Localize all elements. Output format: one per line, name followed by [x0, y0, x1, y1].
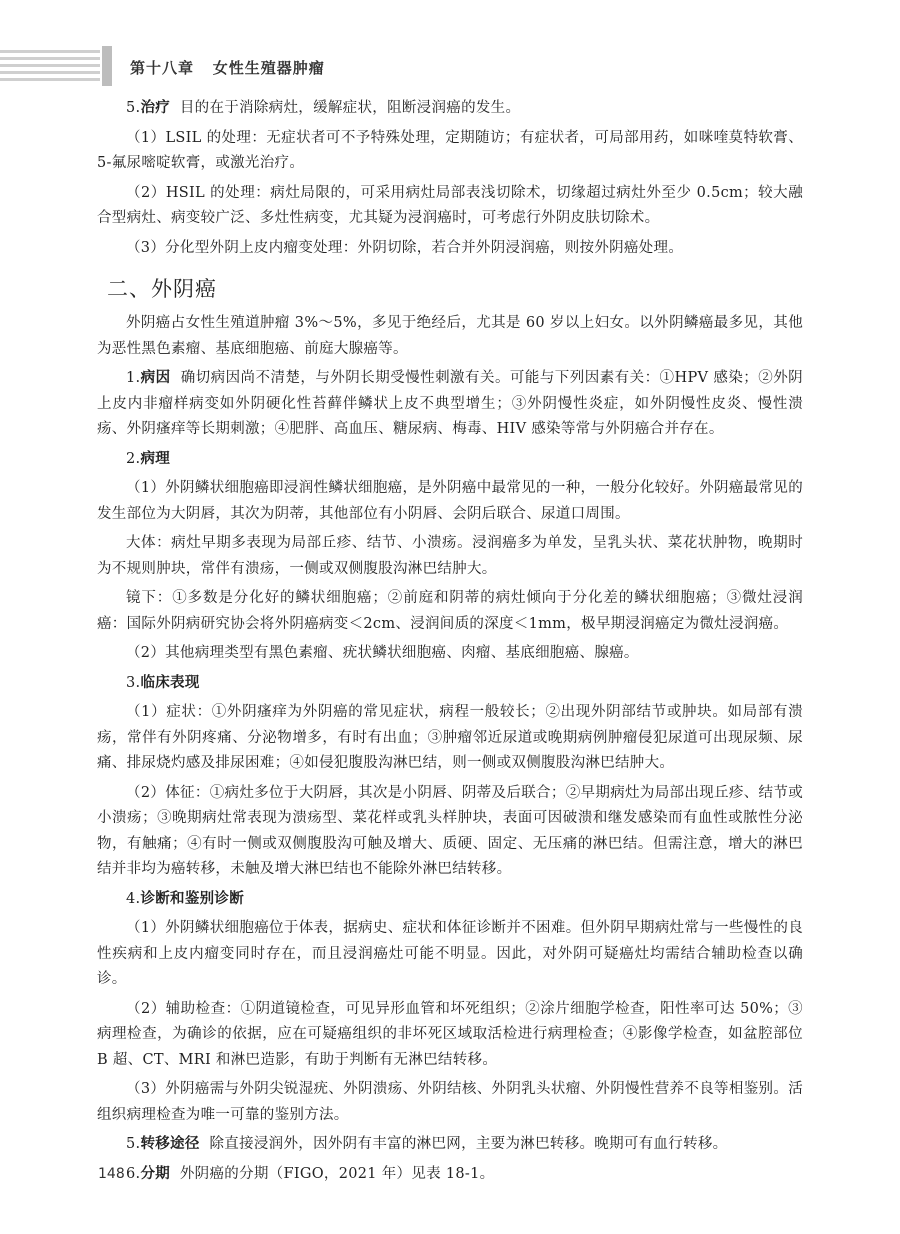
diagnosis-paragraph: （2）辅助检查：①阴道镜检查，可见异形血管和坏死组织；②涂片细胞学检查，阳性率可达 50%；③病理检查，为确诊的依据，应在可疑癌组织的非坏死区域取活检进行病理检查；④影像学检查，如盆腔部位 B 超、CT、MRI 和淋巴造影，有助于判断有无淋巴结转移。	[97, 1000, 803, 1068]
section-intro: 外阴癌占女性生殖道肿瘤 3%～5%，多见于绝经后，尤其是 60 岁以上妇女。以外阴鳞癌最多见，其他为恶性黑色素瘤、基底细胞癌、前庭大腺癌等。	[97, 315, 803, 357]
clinical-heading-paragraph: 3.临床表现	[126, 674, 200, 691]
clinical-heading: 临床表现	[140, 674, 200, 691]
section-title: 二、外阴癌	[107, 277, 217, 301]
treatment-heading: 治疗	[140, 100, 171, 116]
staging-heading: 分期	[140, 1165, 171, 1182]
running-header	[0, 46, 900, 90]
metastasis-paragraph: 5.转移途径 除直接浸润外，因外阴有丰富的淋巴网，主要为淋巴转移。晚期可有血行转移。	[126, 1136, 728, 1152]
pathology-paragraph: （1）外阴鳞状细胞癌即浸润性鳞状细胞癌，是外阴癌中最常见的一种，一般分化较好。外阴癌最常见的发生部位为大阴唇，其次为阴蒂，其他部位有小阴唇、会阴后联合、尿道口周围。	[97, 480, 803, 522]
chapter-number: 第十八章	[130, 59, 195, 77]
treatment-heading-paragraph: 5.治疗 目的在于消除病灶，缓解症状，阻断浸润癌的发生。	[126, 100, 521, 116]
pathology-paragraph: （2）其他病理类型有黑色素瘤、疣状鳞状细胞癌、肉瘤、基底细胞癌、腺癌。	[126, 645, 639, 661]
chapter-title	[130, 57, 325, 78]
pathology-paragraph: 镜下：①多数是分化好的鳞状细胞癌；②前庭和阴蒂的病灶倾向于分化差的鳞状细胞癌；③微灶浸润癌：国际外阴病研究协会将外阴癌病变＜2cm、浸润间质的深度＜1mm，极早期浸润癌定为微灶浸润癌。	[97, 590, 803, 632]
page-number: 148	[98, 1166, 125, 1182]
treatment-item: （1）LSIL 的处理：无症状者可不予特殊处理，定期随访；有症状者，可局部用药，如咪喹莫特软膏、5-氟尿嘧啶软膏，或激光治疗。	[97, 129, 803, 171]
etiology-paragraph: 1.病因 确切病因尚不清楚，与外阴长期受慢性刺激有关。可能与下列因素有关：①HPV 感染；②外阴上皮内非瘤样病变如外阴硬化性苔藓伴鳞状上皮不典型增生；③外阴慢性炎症，如外阴慢性皮炎、慢性溃疡、外阴瘙痒等长期刺激；④肥胖、高血压、糖尿病、梅毒、HIV 感染等常与外阴癌合并存在。	[97, 370, 803, 437]
etiology-heading: 病因	[140, 370, 171, 386]
header-decoration	[0, 50, 100, 86]
chapter-name: 女性生殖器肿瘤	[212, 59, 325, 77]
header-bar	[102, 46, 112, 86]
pathology-heading-paragraph: 2.病理	[126, 450, 171, 467]
treatment-item: （3）分化型外阴上皮内瘤变处理：外阴切除，若合并外阴浸润癌，则按外阴癌处理。	[126, 239, 684, 256]
pathology-paragraph: 大体：病灶早期多表现为局部丘疹、结节、小溃疡。浸润癌多为单发，呈乳头状、菜花状肿物，晚期时为不规则肿块，常伴有溃疡，一侧或双侧腹股沟淋巴结肿大。	[97, 535, 803, 577]
page-body	[97, 96, 803, 1187]
treatment-item: （2）HSIL 的处理：病灶局限的，可采用病灶局部表浅切除术，切缘超过病灶外至少 0.5cm；较大融合型病灶、病变较广泛、多灶性病变，尤其疑为浸润癌时，可考虑行外阴皮肤切除术。	[97, 184, 803, 226]
clinical-paragraph: （1）症状：①外阴瘙痒为外阴癌的常见症状，病程一般较长；②出现外阴部结节或肿块。如局部有溃疡，常伴有外阴疼痛、分泌物增多，有时有出血；③肿瘤邻近尿道或晚期病例肿瘤侵犯尿道可出现尿频、尿痛、排尿烧灼感及排尿困难；④如侵犯腹股沟淋巴结，则一侧或双侧腹股沟淋巴结肿大。	[97, 704, 803, 771]
diagnosis-heading-paragraph: 4.诊断和鉴别诊断	[126, 890, 245, 907]
clinical-paragraph: （2）体征：①病灶多位于大阴唇，其次是小阴唇、阴蒂及后联合；②早期病灶为局部出现丘疹、结节或小溃疡；③晚期病灶常表现为溃疡型、菜花样或乳头样肿块，表面可因破溃和继发感染而有血性或脓性分泌物，有触痛；④有时一侧或双侧腹股沟可触及增大、质硬、固定、无压痛的淋巴结。但需注意，增大的淋巴结并非均为癌转移，未触及增大淋巴结也不能除外淋巴结转移。	[97, 784, 803, 877]
pathology-heading: 病理	[140, 450, 171, 467]
diagnosis-paragraph: （3）外阴癌需与外阴尖锐湿疣、外阴溃疡、外阴结核、外阴乳头状瘤、外阴慢性营养不良等相鉴别。活组织病理检查为唯一可靠的鉴别方法。	[97, 1081, 803, 1123]
diagnosis-heading: 诊断和鉴别诊断	[140, 890, 245, 907]
metastasis-heading: 转移途径	[140, 1136, 200, 1152]
staging-paragraph: 6.分期 外阴癌的分期（FIGO，2021 年）见表 18-1。	[126, 1165, 495, 1182]
diagnosis-paragraph: （1）外阴鳞状细胞癌位于体表，据病史、症状和体征诊断并不困难。但外阴早期病灶常与一些慢性的良性疾病和上皮内瘤变同时存在，而且浸润癌灶可能不明显。因此，对外阴可疑癌灶均需结合辅助检查以确诊。	[97, 920, 803, 987]
